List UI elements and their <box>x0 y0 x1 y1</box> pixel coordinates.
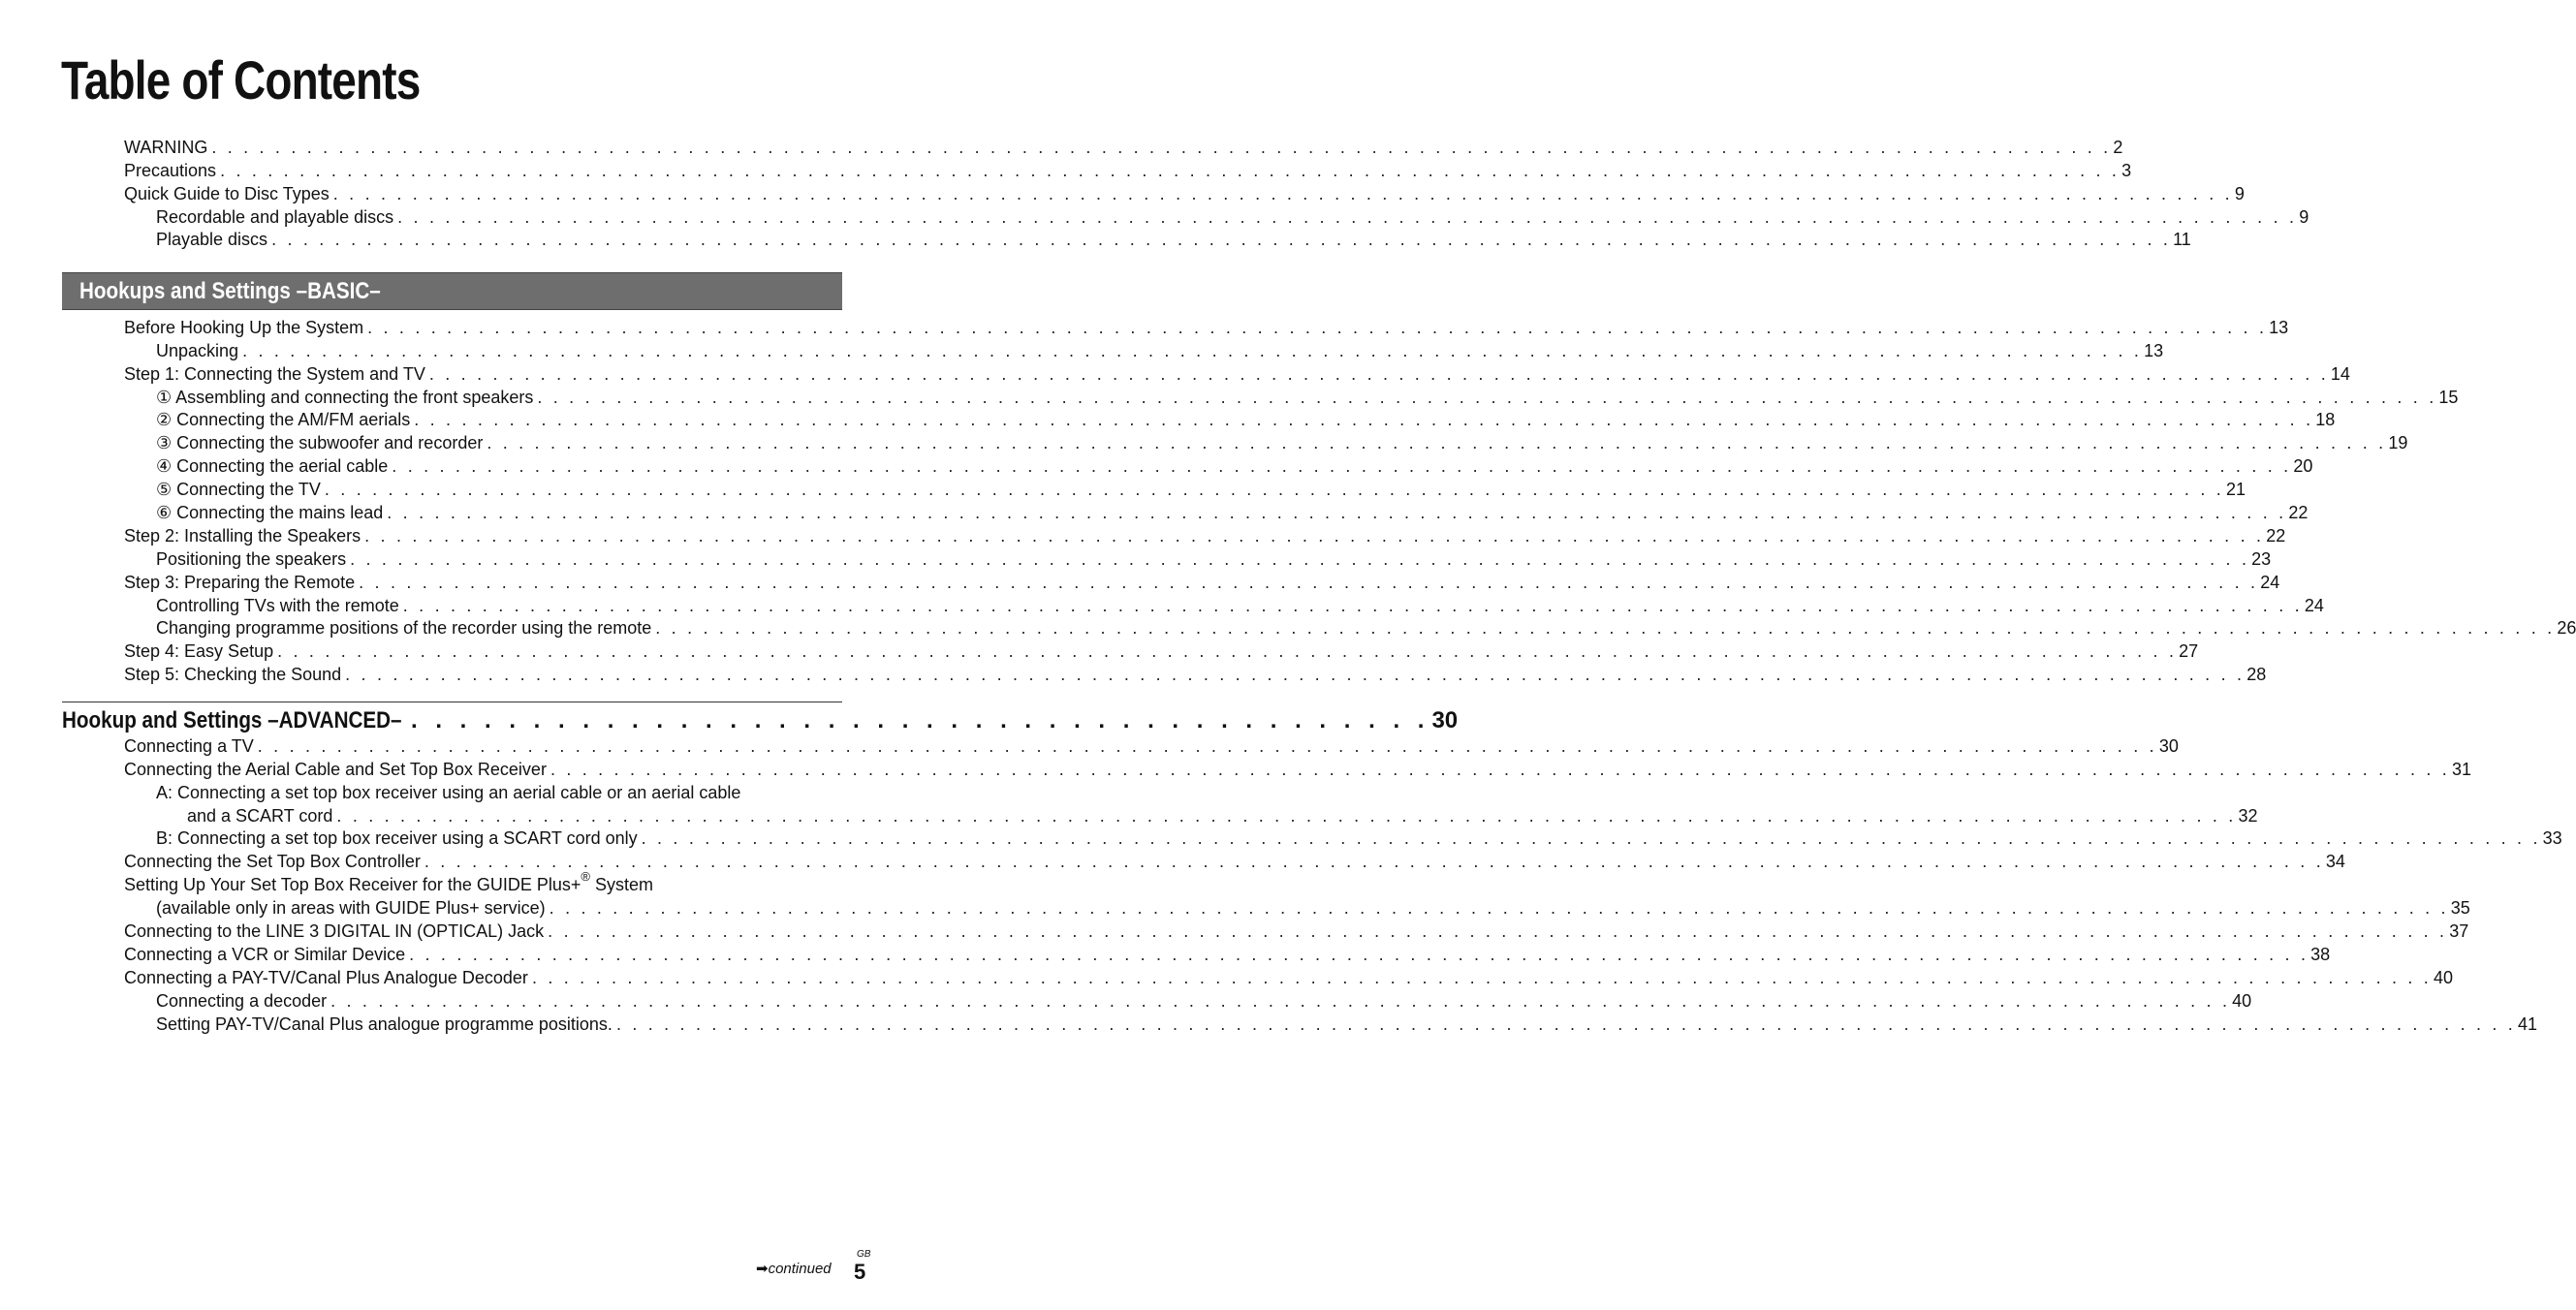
toc-entry-title: Controlling TVs with the remote <box>156 595 399 615</box>
toc-entry-title: WARNING <box>124 137 208 157</box>
toc-entry-title: Step 4: Easy Setup <box>124 641 274 662</box>
toc-entry-page: 14 <box>2330 363 2350 384</box>
page-number: 5 <box>854 1260 866 1284</box>
toc-entry[interactable] <box>0 338 2164 361</box>
toc-entry-page: 24 <box>2260 572 2280 592</box>
leader-dots: . . . . . . . . . . . . . . . . . . . . . . . . . . . . . . . . . . . . . . . . . . . . . . . . . . . . . . . . . . . . . . . . . . . . . . . . . . . . . . . . . . . . . . . . . . . . . . . . . . . . . . . . . . . . . . . . . . . . . . . . <box>277 641 2178 662</box>
toc-entry-title: ④ Connecting the aerial cable <box>156 456 389 477</box>
toc-entry-page: 37 <box>2449 921 2469 942</box>
toc-entry[interactable] <box>0 546 2272 570</box>
toc-entry-page: 15 <box>2438 387 2459 407</box>
toc-entry[interactable] <box>0 361 2350 385</box>
toc-entry-title: Connecting a VCR or Similar Device <box>124 944 406 964</box>
toc-entry-title: B: Connecting a set top box receiver using a SCART cord only <box>156 828 638 849</box>
leader-dots: . . . . . . . . . . . . . . . . . . . . . . . . . . . . . . . . . . . . . . . . . . . . . . . . . . . . . . . . . . . . . . . . . . . . . . . . . . . . . . . . . . . . . . . . . . . . . . . . . . . . . . . . . . . . . . . . . . . . . . . . <box>392 456 2292 477</box>
toc-entry-page: 35 <box>2450 898 2470 919</box>
toc-entry-page: 41 <box>2517 1014 2538 1034</box>
toc-entry[interactable] <box>0 385 2459 408</box>
continued-indicator <box>756 1260 832 1277</box>
section-heading-advanced[interactable] <box>62 705 1459 734</box>
page-title: Table of Contents <box>61 49 421 110</box>
leader-dots: . . . . . . . . . . . . . . . . . . . . . . . . . . . . . . . . . . . . . . . . . . . . . . . . . . . . . . . . . . . . . . . . . . . . . . . . . . . . . . . . . . . . . . . . . . . . . . . . . . . . . . . . . . . . . . . . . . . . . . . . <box>350 548 2250 569</box>
toc-entry[interactable] <box>0 570 2280 593</box>
toc-entry[interactable] <box>0 181 2245 204</box>
leader-dots: . . . . . . . . . . . . . . . . . . . . . . . . . . . . . . . . . . . . . . . . . . . . . . . . . . . . . . . . . . . . . . . . . . . . . . . . . . . . . . . . . . . . . . . . . . . . . . . . . . . . . . . . . . . . . . . . . . . . . . . . <box>615 1014 2516 1034</box>
leader-dots: . . . . . . . . . . . . . . . . . . . . . . . . . . . . . . . . . . . . . . . . . . . . . . . . . . . . . . . . . . . . . . . . . . . . . . . . . . . . . . . . . . . . . . . . . . . . . . . . . . . . . . . . . . . . . . . . . . . . . . . . <box>397 206 2298 227</box>
toc-entry-title: Setting PAY-TV/Canal Plus analogue programme positions. <box>156 1014 613 1034</box>
toc-entry[interactable] <box>0 803 2258 827</box>
toc-entry[interactable] <box>0 158 2132 181</box>
toc-entry <box>0 869 925 895</box>
toc-entry-title: ② Connecting the AM/FM aerials <box>156 410 411 430</box>
toc-entry-page: 3 <box>2121 160 2132 180</box>
toc-entry-title: ⑥ Connecting the mains lead <box>156 503 384 523</box>
toc-entry-page: 13 <box>2269 317 2289 337</box>
section-heading-advanced-text: Hookup and Settings –ADVANCED– <box>62 707 402 733</box>
toc-entry-title: (available only in areas with GUIDE Plus+ service) <box>156 898 546 919</box>
toc-entry[interactable] <box>0 593 2324 616</box>
toc-entry[interactable] <box>0 315 2289 338</box>
leader-dots: . . . . . . . . . . . . . . . . . . . . . . . . . . . . . . . . . . . . . . . . . . . . . . . . . . . . . . . . . . . . . . . . . . . . . . . . . . . . . . . . . . . . . . . . . . . . . . . . . . . . . . . . . . . . . . . . . . . . . . . . <box>220 160 2120 180</box>
toc-entry[interactable] <box>0 639 2199 662</box>
leader-dots: . . . . . . . . . . . . . . . . . . . . . . . . . . . . . . . . . . . . . . . . . . . . . . . . . . . . . . . . . . . . . . . . . . . . . . . . . . . . . . . . . . . . . . . . . . . . . . . . . . . . . . . . . . . . . . . . . . . . . . . . <box>332 183 2233 203</box>
leader-dots: . . . . . . . . . . . . . . . . . . . . . . . . . . . . . . . . . . . . . . . . . . . . . . . . . . . . . . . . . . . . . . . . . . . . . . . . . . . . . . . . . . . . . . . . . . . . . . . . . . . . . . . . . . . . . . . . . . . . . . . . <box>537 387 2437 407</box>
leader-dots: . . . . . . . . . . . . . . . . . . . . . . . . . . . . . . . . . . . . . . . . . . . . . . . . . . . . . . . . . . . . . . . . . . . . . . . . . . . . . . . . . . . . . . . . . . . . . . . . . . . . . . . . . . . . . . . . . . . . . . . . <box>641 828 2541 849</box>
toc-entry[interactable] <box>0 616 2576 639</box>
toc-entry-title: Connecting the Aerial Cable and Set Top Box Receiver <box>124 759 547 779</box>
toc-entry-page: 22 <box>2266 525 2286 546</box>
leader-dots: . . . . . . . . . . . . . . . . . . . . . . . . . . . . . . . . . . . . . . . . . . . . . . . . . . . . . . . . . . . . . . . . . . . . . . . . . . . . . . . . . . . . . . . . . . . . . . . . . . . . . . . . . . . . . . . . . . . . . . . . <box>549 898 2449 919</box>
leader-dots: . . . . . . . . . . . . . . . . . . . . . . . . . . . . . . . . . . . . . . . . . . . . . . . . . . . . . . . . . . . . . . . . . . . . . . . . . . . . . . . . . . . . . . . . . . . . . . . . . . . . . . . . . . . . . . . . . . . . . . . . <box>428 363 2329 384</box>
toc-entry-page: 28 <box>2246 665 2267 685</box>
toc-entry[interactable] <box>0 757 2472 780</box>
toc-entry-page: 38 <box>2310 944 2331 964</box>
toc-entry-page: 21 <box>2225 480 2246 500</box>
toc-entry-page: 40 <box>2232 990 2252 1011</box>
intro-toc <box>0 135 2309 250</box>
leader-dots: . . . . . . . . . . . . . . . . . . . . . . . . . . . . . . . . . . . . . . . . . . . . . . . . . . . . . . . . . . . . . . . . . . . . . . . . . . . . . . . . . . . . . . . . . . . . . . . . . . . . . . . . . . . . . . . . . . . . . . . . <box>242 340 2143 360</box>
toc-entry-title: and a SCART cord <box>187 805 333 826</box>
section-banner-basic <box>62 272 842 310</box>
toc-entry-page: 18 <box>2315 410 2336 430</box>
toc-entry-title: Connecting a decoder <box>156 990 328 1011</box>
section-heading-basic: Hookups and Settings –BASIC– <box>79 278 381 304</box>
toc-entry[interactable] <box>0 733 2179 757</box>
toc-entry[interactable] <box>0 228 2191 251</box>
toc-entry-title: ⑤ Connecting the TV <box>156 480 321 500</box>
toc-entry[interactable] <box>0 523 2286 546</box>
toc-entry-title: A: Connecting a set top box receiver using an aerial cable or an aerial cable <box>156 782 741 802</box>
toc-entry[interactable] <box>0 919 2469 942</box>
leader-dots: . . . . . . . . . . . . . . . . . . . . . . . . . . . . . . . . . . . . . . . . . . . . . . . . . . . . . . . . . . . . . . . . . . . . . . . . . . . . . . . . . . . . . . . . . . . . . . . . . . . . . . . . . . . . . . . . . . . . . . . . <box>336 805 2237 826</box>
toc-entry-title: Connecting to the LINE 3 DIGITAL IN (OPTICAL) Jack <box>124 921 545 942</box>
toc-entry[interactable] <box>0 430 2408 453</box>
toc-entry-page: 30 <box>2158 735 2179 756</box>
toc-entry-title: ① Assembling and connecting the front speakers <box>156 387 534 407</box>
toc-entry-page: 33 <box>2542 828 2562 849</box>
toc-entry-page: 19 <box>2388 433 2408 453</box>
toc-entry[interactable] <box>0 477 2246 500</box>
toc-entry-page: 32 <box>2238 805 2258 826</box>
toc-entry-page: 11 <box>2173 230 2191 250</box>
leader-dots: . . . . . . . . . . . . . . . . . . . . . . . . . . . . . . . . . . . . . . . . . . . . . . . . . . . . . . . . . . . . . . . . . . . . . . . . . . . . . . . . . . . . . . . . . . . . . . . . . . . . . . . . . . . . . . . . . . . . . . . . <box>550 759 2450 779</box>
toc-entry-title: Connecting a TV <box>124 735 254 756</box>
toc-entry-page: 40 <box>2433 967 2454 987</box>
basic-toc <box>0 315 2576 685</box>
toc-entry-title: Unpacking <box>156 340 239 360</box>
toc-entry-title: Quick Guide to Disc Types <box>124 183 330 203</box>
leader-dots: . . . . . . . . . . . . . . . . . . . . . . . . . . . . . . . . . . . . . . . . . . . . . . . . . . . . . . . . . . . . . . . . . . . . . . . . . . . . . . . . . . . . . . . . . . . . . . . . . . . . . . . . . . . . . . . . . . . . . . . . <box>324 480 2224 500</box>
leader-dots: . . . . . . . . . . . . . . . . . . . . . . . . . . . . . . . . . . . . . . . . . . . . . . . . . . . . . . . . . . . . . . . . . . . . . . . . . . . . . . . . . . . . . . . . . . . . . . . . . . . . . . . . . . . . . . . . . . . . . . . . <box>359 572 2259 592</box>
toc-entry[interactable] <box>0 500 2309 523</box>
leader-dots: . . . . . . . . . . . . . . . . . . . . . . . . . . . . . . . . . . . . . . . . . . . . . . . . . . . . . . . . . . . . . . . . . . . . . . . . . . . . . . . . . . . . . . . . . . . . . . . . . . . . . . . . . . . . . . . . . . . . . . . . <box>548 921 2448 942</box>
arrow-right-icon: ➡ <box>756 1261 769 1277</box>
toc-entry-page: 31 <box>2451 759 2472 779</box>
toc-entry <box>0 780 925 803</box>
leader-dots: . . . . . . . . . . . . . . . . . . . . . . . . . . . . . . . . . . . . . . . . . . . . . . . . . . . . . . . . . . . . . . . . . . . . . . . . . . . . . . . . . . . . . . . . . . . . . . . . . . . . . . . . . . . . . . . . . . . . . . . . <box>409 944 2309 964</box>
leader-dots: . . . . . . . . . . . . . . . . . . . . . . . . . . . . . . . . . . . . . . . . . . . . . . . . . . . . . . . . . . . . . . . . . . . . . . . . . . . . . . . . . . . . . . . . . . . . . . . . . . . . . . . . . . . . . . . . . . . . . . . . <box>367 317 2268 337</box>
toc-entry-title: Before Hooking Up the System <box>124 317 364 337</box>
toc-entry[interactable] <box>0 1012 2538 1035</box>
toc-entry-page: 34 <box>2325 852 2345 872</box>
toc-entry-page: 2 <box>2113 137 2123 157</box>
leader-dots: . . . . . . . . . . . . . . . . . . . . . . . . . . . . . . . . . . . . . . . . . . . . . . . . . . . . . . . . . . . . . . . . . . . . . . . . . . . . . . . . . . . . . . . . . . . . . . . . . . . . . . . . . . . . . . . . . . . . . . . . <box>487 433 2387 453</box>
leader-dots: . . . . . . . . . . . . . . . . . . . . . . . . . . . . . . . . . . . . . . . . . . . . . . . . . . . . . . . . . . . . . . . . . . . . . . . . . . . . . . . . . . . . . . . . . . . . . . . . . . . . . . . . . . . . . . . . . . . . . . . . <box>424 852 2324 872</box>
toc-entry-title: Positioning the speakers <box>156 548 347 569</box>
leader-dots: . . . . . . . . . . . . . . . . . . . . . . . . . . . . . . . . . . . . . . . . . . . . . . . . . . . . . . . . . . . . . . . . . . . . . . . . . . . . . . . . . . . . . . . . . . . . . . . . . . . . . . . . . . . . . . . . . . . . . . . . <box>257 735 2157 756</box>
toc-entry[interactable] <box>0 408 2336 431</box>
toc-entry-title: Step 2: Installing the Speakers <box>124 525 361 546</box>
toc-entry[interactable] <box>0 204 2309 228</box>
toc-entry-page: 9 <box>2299 206 2309 227</box>
toc-entry[interactable] <box>0 453 2313 477</box>
leader-dots: . . . . . . . . . . . . . . . . . . . . . . . . . . . . . . . . . . . . . . . . . . . . . . . . . . . . . . . . . . . . . . . . . . . . . . . . . . . . . . . . . . . . . . . . . . . . . . . . . . . . . . . . . . . . . . . . . . . . . . . . <box>271 230 2172 250</box>
toc-entry-title: ③ Connecting the subwoofer and recorder <box>156 433 484 453</box>
toc-entry-title: Setting Up Your Set Top Box Receiver for the GUIDE Plus+® System <box>124 869 654 895</box>
toc-entry-title: Changing programme positions of the recorder using the remote <box>156 618 652 639</box>
leader-dots: . . . . . . . . . . . . . . . . . . . . . . . . . . . . . . . . . . . . . . . . . . . . . . . . . . . . . . . . . . . . . . . . . . . . . . . . . . . . . . . . . . . . . . . . . . . . . . . . . . . . . . . . . . . . . . . . . . . . . . . . <box>655 618 2556 639</box>
leader-dots: . . . . . . . . . . . . . . . . . . . . . . . . . . . . . . . . . . . . . . . . . . . . . . . . . . . . . . . . . . . . . . . . . . . . . . . . . . . . . . . . . . . . . . . . . . . . . . . . . . . . . . . . . . . . . . . . . . . . . . . . <box>330 990 2231 1011</box>
toc-entry[interactable] <box>0 827 2562 850</box>
region-code: GB <box>857 1249 871 1260</box>
toc-entry-title: Playable discs <box>156 230 268 250</box>
toc-entry[interactable] <box>0 965 2454 988</box>
leader-dots: . . . . . . . . . . . . . . . . . . . . . . . . . . . . . . . . . . . . . . . . . . . . . . . . . . . . . . . . . . . . . . . . . . . . . . . . . . . . . . . . . . . . . . . . . . . . . . . . . . . . . . . . . . . . . . . . . . . . . . . . <box>211 137 2112 157</box>
toc-entry[interactable] <box>0 895 2470 919</box>
toc-entry-title: Connecting a PAY-TV/Canal Plus Analogue Decoder <box>124 967 528 987</box>
leader-dots: . . . . . . . . . . . . . . . . . . . . . . . . . . . . . . . . . . . . . . . . . . . . . . . . . . . . . . . . . . . . . . . . . . . . . . . . . . . . . . . . . . . . . . . . . . . . . . . . . . . . . . . . . . . . . . . . . . . . . . . . <box>414 410 2314 430</box>
toc-entry[interactable] <box>0 135 2123 158</box>
toc-entry-page: 13 <box>2144 340 2164 360</box>
toc-entry-page: 23 <box>2251 548 2272 569</box>
leader-dots: . . . . . . . . . . . . . . . . . . . . . . . . . . . . . . . . . . . . . . . . . . <box>411 707 1430 733</box>
leader-dots: . . . . . . . . . . . . . . . . . . . . . . . . . . . . . . . . . . . . . . . . . . . . . . . . . . . . . . . . . . . . . . . . . . . . . . . . . . . . . . . . . . . . . . . . . . . . . . . . . . . . . . . . . . . . . . . . . . . . . . . . <box>387 503 2287 523</box>
toc-entry-page: 20 <box>2293 456 2313 477</box>
leader-dots: . . . . . . . . . . . . . . . . . . . . . . . . . . . . . . . . . . . . . . . . . . . . . . . . . . . . . . . . . . . . . . . . . . . . . . . . . . . . . . . . . . . . . . . . . . . . . . . . . . . . . . . . . . . . . . . . . . . . . . . . <box>345 665 2246 685</box>
toc-entry[interactable] <box>0 988 2252 1012</box>
toc-entry-page: 27 <box>2179 641 2199 662</box>
section-heading-advanced-page: 30 <box>1431 707 1459 733</box>
toc-entry-title: Connecting the Set Top Box Controller <box>124 852 421 872</box>
toc-entry-title: Precautions <box>124 160 217 180</box>
continued-label: continued <box>768 1261 832 1277</box>
toc-entry-title: Step 5: Checking the Sound <box>124 665 342 685</box>
toc-entry-page: 26 <box>2557 618 2576 639</box>
toc-entry-page: 24 <box>2304 595 2324 615</box>
toc-entry-title: Step 3: Preparing the Remote <box>124 572 356 592</box>
toc-entry[interactable] <box>0 662 2267 685</box>
toc-entry-page: 22 <box>2288 503 2309 523</box>
leader-dots: . . . . . . . . . . . . . . . . . . . . . . . . . . . . . . . . . . . . . . . . . . . . . . . . . . . . . . . . . . . . . . . . . . . . . . . . . . . . . . . . . . . . . . . . . . . . . . . . . . . . . . . . . . . . . . . . . . . . . . . . <box>531 967 2432 987</box>
leader-dots: . . . . . . . . . . . . . . . . . . . . . . . . . . . . . . . . . . . . . . . . . . . . . . . . . . . . . . . . . . . . . . . . . . . . . . . . . . . . . . . . . . . . . . . . . . . . . . . . . . . . . . . . . . . . . . . . . . . . . . . . <box>402 595 2303 615</box>
toc-entry[interactable] <box>0 942 2331 965</box>
toc-entry-title: Recordable and playable discs <box>156 206 394 227</box>
toc-entry-title: Step 1: Connecting the System and TV <box>124 363 425 384</box>
advanced-toc <box>0 733 2562 1035</box>
toc-entry[interactable] <box>0 849 2345 872</box>
toc-entry-page: 9 <box>2234 183 2245 203</box>
leader-dots: . . . . . . . . . . . . . . . . . . . . . . . . . . . . . . . . . . . . . . . . . . . . . . . . . . . . . . . . . . . . . . . . . . . . . . . . . . . . . . . . . . . . . . . . . . . . . . . . . . . . . . . . . . . . . . . . . . . . . . . . <box>364 525 2265 546</box>
